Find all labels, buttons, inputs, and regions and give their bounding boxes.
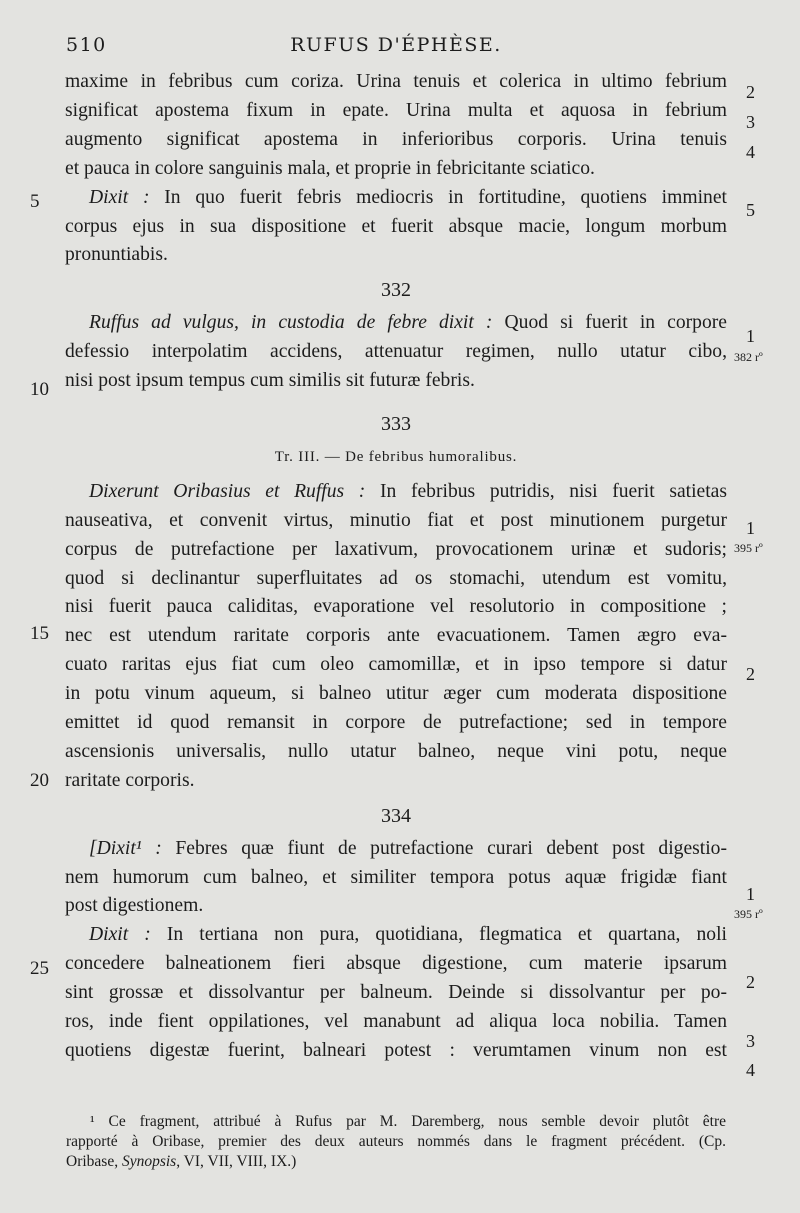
margin-number: 5 <box>746 200 755 220</box>
text-line: Ruffus ad vulgus, in custodia de febre dixit : Quod si fuerit in corpore <box>89 312 727 334</box>
intro-paragraph <box>65 68 727 184</box>
text-line: ascensionis universalis, nullo utatur balneo, neque vini potu, neque <box>65 740 727 762</box>
text-line: defessio interpolatim accidens, attenuatur regimen, nullo utatur cibo, <box>65 341 727 363</box>
section-334-dixit-paragraph <box>65 921 727 1066</box>
margin-number: 1 <box>746 326 755 346</box>
footnote-line: rapporté à Oribase, premier des deux auteurs nommés dans le fragment précédent. (Cp. <box>66 1133 726 1150</box>
margin-number: 3 <box>746 112 755 132</box>
running-header <box>66 30 726 62</box>
text-line: emittet id quod remansit in corpore de putrefactione; sed in tempore <box>65 712 727 734</box>
folio-reference: 395 rº <box>734 541 763 555</box>
page-number: 510 <box>66 34 107 56</box>
speaker-lead: Ruffus ad vulgus, in custodia de febre dixit : <box>89 312 493 334</box>
dixit-paragraph <box>65 184 727 271</box>
work-title: Synopsis <box>121 1153 177 1170</box>
text-line: corpus ejus in sua dispositione et fuerit absque macie, longum morbum <box>65 215 727 237</box>
line-number: 10 <box>30 379 49 400</box>
speaker-lead: Dixit : <box>89 186 150 208</box>
speaker-lead: [Dixit¹ : <box>89 837 162 859</box>
footnote <box>66 1112 726 1172</box>
margin-number: 2 <box>746 972 755 992</box>
margin-number: 3 <box>746 1031 755 1051</box>
text-line: Dixit : In tertiana non pura, quotidiana, flegmatica et quartana, noli <box>89 924 727 946</box>
section-334-paragraph <box>65 835 727 922</box>
text-line: pronuntiabis. <box>65 244 168 266</box>
text-line: augmento significat apostema in inferioribus corporis. Urina tenuis <box>65 128 727 150</box>
text-line: nec est utendum raritate corporis ante evacuationem. Tamen ægro eva- <box>65 625 727 647</box>
margin-number: 1 <box>746 884 755 904</box>
margin-number: 2 <box>746 82 755 102</box>
margin-number: 1 <box>746 518 755 538</box>
main-text <box>65 68 727 1066</box>
text-line: et pauca in colore sanguinis mala, et proprie in febricitante sciatico. <box>65 157 595 179</box>
section-332-paragraph <box>65 309 727 396</box>
folio-reference: 395 rº <box>734 907 763 921</box>
text-line: nem humorum cum balneo, et similiter tempora potus aquæ frigidæ fiant <box>65 866 727 888</box>
section-number-334: 334 <box>381 804 411 827</box>
text-line: post digestionem. <box>65 895 204 917</box>
footnote-line: Oribase, Synopsis, VI, VII, VIII, IX.) <box>66 1153 297 1170</box>
line-number: 5 <box>30 191 40 212</box>
folio-reference: 382 rº <box>734 350 763 364</box>
line-number: 20 <box>30 770 49 791</box>
text-line: corpus de putrefactione per laxativum, provocationem urinæ et sudoris; <box>65 538 727 560</box>
text-line: raritate corporis. <box>65 769 195 791</box>
treatise-subtitle: Tr. III. — De febribus humoralibus. <box>274 448 518 465</box>
text-line: quotiens digestæ fuerint, balneari potest : verumtamen vinum non est <box>65 1040 727 1061</box>
text-line: nisi fuerit pauca caliditas, evaporatione vel resolutorio in compositione ; <box>65 596 727 618</box>
text-line: Dixit : In quo fuerit febris mediocris in fortitudine, quotiens imminet <box>89 186 727 208</box>
text-line: quod si declinantur superfluitates ad os stomachi, utendum est vomitu, <box>65 567 727 589</box>
line-number: 15 <box>30 623 49 644</box>
section-333-paragraph <box>65 478 727 796</box>
text-line: Dixerunt Oribasius et Ruffus : In febribus putridis, nisi fuerit satietas <box>89 480 727 502</box>
text-line: [Dixit¹ : Febres quæ fiunt de putrefactione curari debent post digestio- <box>89 837 727 859</box>
text-line: cuato raritas ejus fiat cum oleo camomillæ, et in ipso tempore si datur <box>65 654 727 676</box>
text-line: nauseativa, et convenit virtus, minutio fiat et post minutionem purgetur <box>65 509 727 531</box>
text-line: maxime in febribus cum coriza. Urina tenuis et colerica in ultimo febrium <box>65 71 727 92</box>
line-number: 25 <box>30 958 49 979</box>
text-line: concedere balneationem fieri absque digestione, cum materie ipsarum <box>65 953 727 975</box>
running-title: RUFUS D'ÉPHÈSE. <box>290 34 502 56</box>
text-line: significat apostema fixum in epate. Urina multa et aquosa in febrium <box>65 99 727 121</box>
speaker-lead: Dixit : <box>89 924 151 946</box>
text-line: sint grossæ et dissolvantur per balneum. Deinde si dissolvantur per po- <box>65 982 727 1004</box>
text-line: nisi post ipsum tempus cum similis sit futuræ febris. <box>65 370 475 392</box>
margin-number: 4 <box>746 1060 755 1080</box>
text-line: ros, inde fient oppilationes, vel manabunt ad aliqua loca nobilia. Tamen <box>65 1011 727 1033</box>
speaker-lead: Dixerunt Oribasius et Ruffus : <box>89 480 366 502</box>
section-number-332: 332 <box>381 279 411 302</box>
margin-number: 2 <box>746 664 755 684</box>
section-number-333: 333 <box>381 412 411 435</box>
text-line: in potu vinum aqueum, si balneo utitur æger cum moderata dispositione <box>65 683 727 705</box>
footnote-line: ¹ Ce fragment, attribué à Rufus par M. Daremberg, nous semble devoir plutôt être <box>90 1113 726 1130</box>
margin-number: 4 <box>746 142 755 162</box>
